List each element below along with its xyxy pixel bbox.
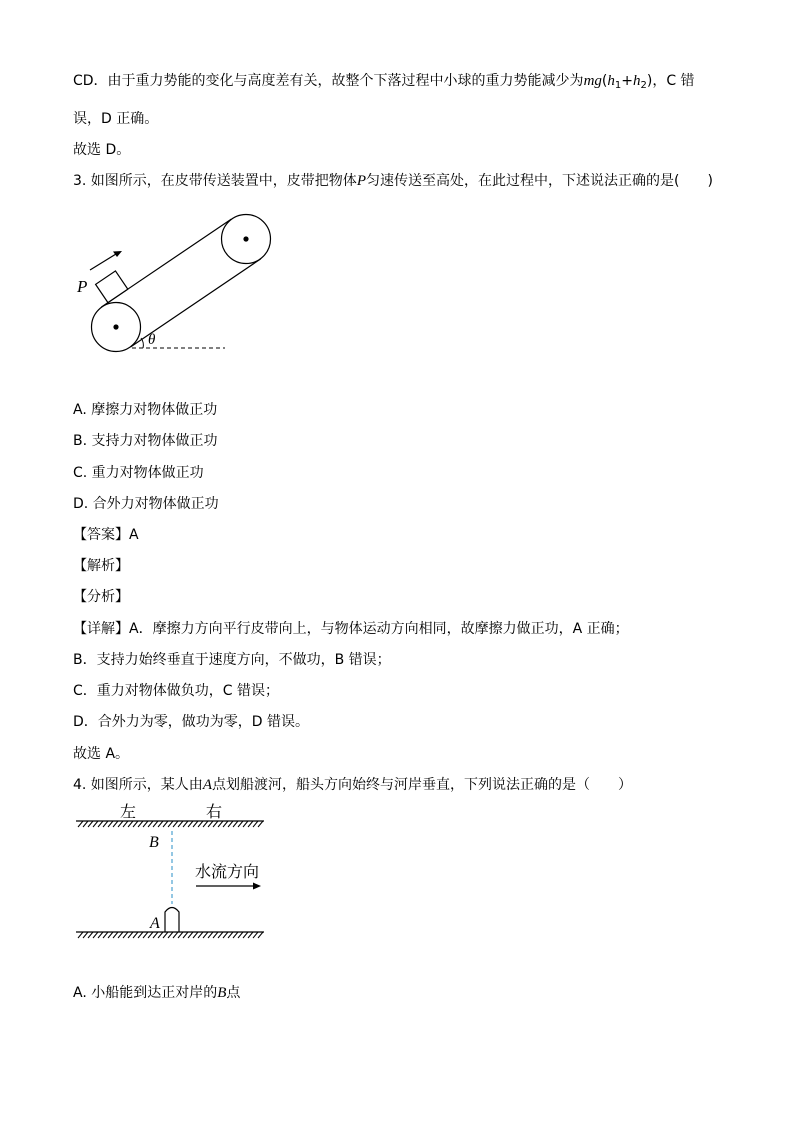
- label-a: A: [150, 915, 160, 932]
- hatch-mark: [238, 821, 243, 827]
- lower-pulley-axle: [113, 324, 118, 329]
- hatch-mark: [248, 932, 253, 938]
- hatch-mark: [168, 821, 173, 827]
- hatch-mark: [148, 821, 153, 827]
- boat-icon: [165, 908, 179, 933]
- hatch-mark: [248, 821, 253, 827]
- cd-explanation-line1: CD．由于重力势能的变化与高度差有关，故整个下落过程中小球的重力势能减少为$mg(h_1+h_2)$，C 错: [73, 73, 695, 91]
- hatch-mark: [113, 932, 118, 938]
- hatch-mark: [78, 821, 83, 827]
- q4-stem: 4. 如图所示，某人由A点划船渡河，船头方向始终与河岸垂直，下列说法正确的是（ ）: [73, 777, 632, 793]
- upper-pulley-axle: [243, 236, 248, 241]
- hatch-mark: [143, 821, 148, 827]
- motion-arrow: [90, 254, 116, 270]
- label-flow-direction: 水流方向: [195, 864, 260, 881]
- flow-arrow-head: [253, 883, 261, 890]
- hatch-mark: [213, 932, 218, 938]
- hatch-mark: [98, 932, 103, 938]
- hatch-mark: [83, 932, 88, 938]
- hatch-mark: [218, 932, 223, 938]
- hatch-mark: [203, 932, 208, 938]
- object-p-block: [96, 271, 128, 303]
- hatch-mark: [148, 932, 153, 938]
- q3-detail-b: B．支持力始终垂直于速度方向，不做功，B 错误；: [73, 652, 391, 668]
- hatch-mark: [88, 932, 93, 938]
- hatch-mark: [143, 932, 148, 938]
- label-right: 右: [206, 804, 223, 821]
- hatch-mark: [183, 821, 188, 827]
- motion-arrow-head: [113, 251, 122, 257]
- hatch-mark: [223, 821, 228, 827]
- hatch-mark: [123, 821, 128, 827]
- label-p: P: [77, 277, 88, 296]
- label-theta: θ: [148, 332, 156, 348]
- hatch-mark: [163, 821, 168, 827]
- q3-conclusion: 故选 A。: [73, 746, 130, 762]
- hatch-mark: [208, 932, 213, 938]
- hatch-mark: [188, 821, 193, 827]
- q4-option-a: A. 小船能到达正对岸的B点: [73, 985, 241, 1001]
- hatch-mark: [218, 821, 223, 827]
- hatch-mark: [138, 932, 143, 938]
- q3-option-c: C. 重力对物体做正功: [73, 465, 204, 481]
- hatch-mark: [133, 821, 138, 827]
- hatch-mark: [253, 932, 258, 938]
- hatch-mark: [163, 932, 168, 938]
- near-bank-hatching: [78, 932, 263, 938]
- q3-analysis-heading: 【解析】: [73, 558, 129, 574]
- hatch-mark: [158, 821, 163, 827]
- hatch-mark: [193, 932, 198, 938]
- hatch-mark: [83, 821, 88, 827]
- hatch-mark: [238, 932, 243, 938]
- hatch-mark: [103, 821, 108, 827]
- hatch-mark: [168, 932, 173, 938]
- hatch-mark: [118, 932, 123, 938]
- hatch-mark: [243, 821, 248, 827]
- q3-detail-d: D．合外力为零，做功为零，D 错误。: [73, 714, 310, 730]
- q3-option-b: B. 支持力对物体做正功: [73, 433, 218, 449]
- hatch-mark: [198, 932, 203, 938]
- hatch-mark: [153, 932, 158, 938]
- hatch-mark: [183, 932, 188, 938]
- hatch-mark: [233, 821, 238, 827]
- hatch-mark: [78, 932, 83, 938]
- hatch-mark: [253, 821, 258, 827]
- hatch-mark: [258, 932, 263, 938]
- hatch-mark: [173, 821, 178, 827]
- q3-stem: 3. 如图所示，在皮带传送装置中，皮带把物体P匀速传送至高处，在此过程中，下述说法正确的是( ): [73, 173, 713, 189]
- hatch-mark: [243, 932, 248, 938]
- hatch-mark: [188, 932, 193, 938]
- hatch-mark: [88, 821, 93, 827]
- hatch-mark: [258, 821, 263, 827]
- hatch-mark: [93, 932, 98, 938]
- hatch-mark: [118, 821, 123, 827]
- cd-explanation-line2: 误，D 正确。: [73, 111, 159, 127]
- hatch-mark: [228, 932, 233, 938]
- cd-conclusion: 故选 D。: [73, 142, 131, 158]
- hatch-mark: [128, 932, 133, 938]
- hatch-mark: [208, 821, 213, 827]
- hatch-mark: [103, 932, 108, 938]
- label-left: 左: [120, 804, 137, 821]
- hatch-mark: [93, 821, 98, 827]
- hatch-mark: [178, 821, 183, 827]
- hatch-mark: [108, 932, 113, 938]
- q3-detail-a: 【详解】A．摩擦力方向平行皮带向上，与物体运动方向相同，故摩擦力做正功，A 正确；: [73, 621, 629, 637]
- hatch-mark: [173, 932, 178, 938]
- q3-option-a: A. 摩擦力对物体做正功: [73, 402, 218, 418]
- energy-formula: $mg(h_1+h_2)$: [583, 73, 653, 91]
- hatch-mark: [228, 821, 233, 827]
- hatch-mark: [158, 932, 163, 938]
- hatch-mark: [223, 932, 228, 938]
- hatch-mark: [133, 932, 138, 938]
- hatch-mark: [128, 821, 133, 827]
- hatch-mark: [178, 932, 183, 938]
- hatch-mark: [123, 932, 128, 938]
- q3-option-d: D. 合外力对物体做正功: [73, 496, 219, 512]
- hatch-mark: [108, 821, 113, 827]
- conveyor-belt-figure: [70, 205, 290, 355]
- hatch-mark: [113, 821, 118, 827]
- hatch-mark: [193, 821, 198, 827]
- hatch-mark: [213, 821, 218, 827]
- q3-fenxi-heading: 【分析】: [73, 589, 129, 605]
- hatch-mark: [203, 821, 208, 827]
- q3-answer: 【答案】A: [73, 527, 139, 543]
- q3-detail-c: C．重力对物体做负功，C 错误；: [73, 683, 280, 699]
- hatch-mark: [233, 932, 238, 938]
- hatch-mark: [138, 821, 143, 827]
- far-bank-hatching: [78, 821, 263, 827]
- hatch-mark: [98, 821, 103, 827]
- river-crossing-figure: [72, 800, 272, 948]
- hatch-mark: [153, 821, 158, 827]
- label-b: B: [149, 834, 159, 851]
- hatch-mark: [198, 821, 203, 827]
